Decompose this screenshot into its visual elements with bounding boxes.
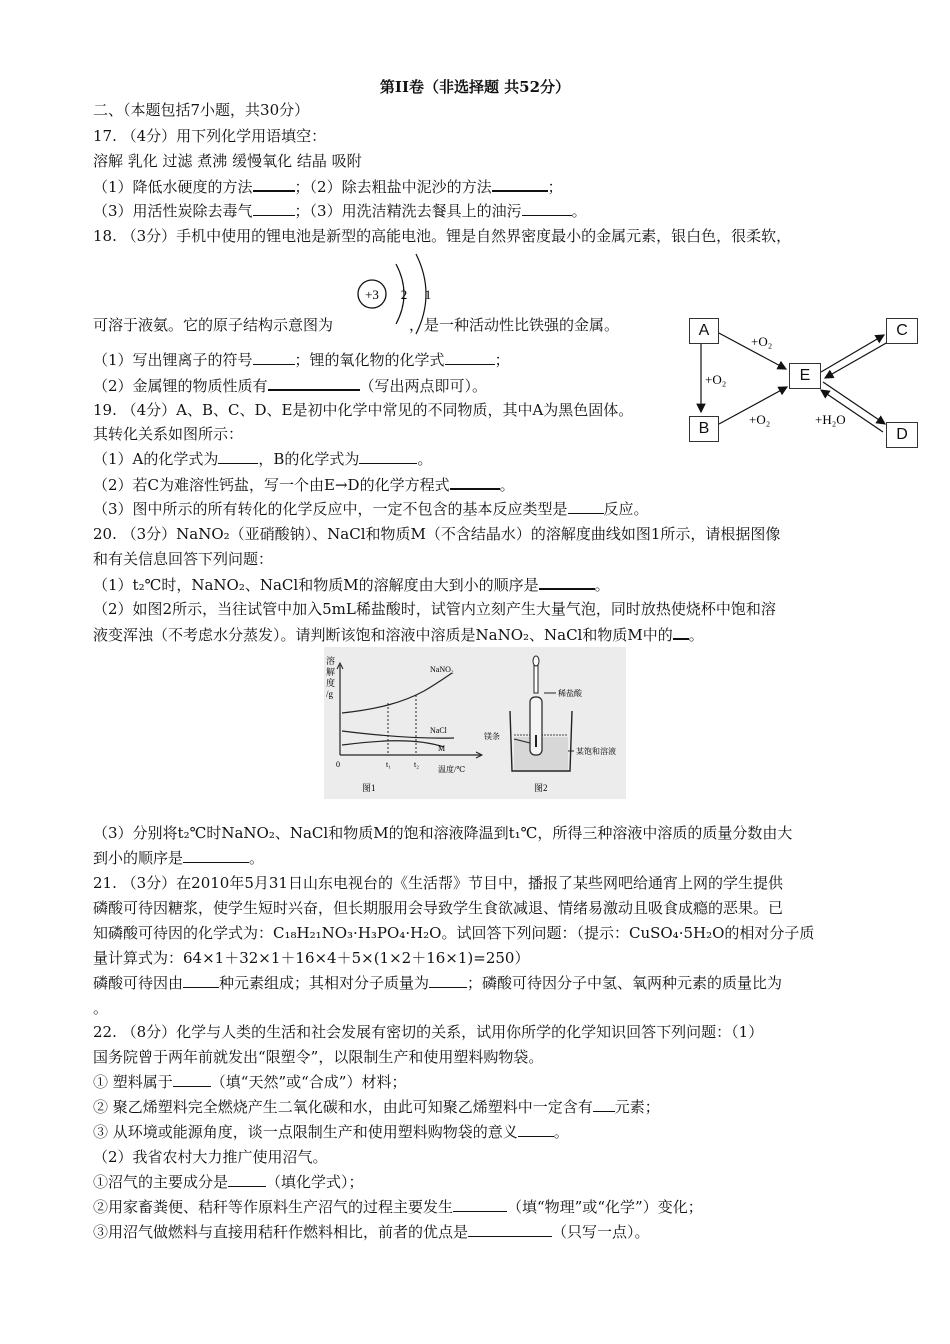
page-title: 第II卷（非选择题 共52分） — [379, 78, 571, 96]
t2-label: t₂ — [414, 760, 420, 769]
q22-b1b: （填化学式）； — [266, 1173, 364, 1191]
t1-label: t₁ — [386, 760, 392, 769]
q17-options: 溶解 乳化 过滤 煮沸 缓慢氧化 结晶 吸附 — [93, 152, 362, 170]
q19-s3a: （3）图中所示的所有转化的化学反应中，一定不包含的基本反应类型是 — [93, 500, 568, 518]
q21-l5c: ；磷酸可待因分子中氢、氧两种元素的质量比为 — [467, 974, 783, 992]
q22-b3 — [93, 1222, 650, 1242]
q19-s3b: 反应。 — [603, 500, 649, 518]
q20-sub3-l2 — [93, 848, 264, 868]
q20-s3l2b: 。 — [249, 849, 265, 867]
q22-a2a: ② 聚乙烯塑料完全燃烧产生二氧化碳和水，由此可知聚乙烯塑料中一定含有 — [93, 1098, 593, 1116]
q22-a1 — [93, 1072, 406, 1092]
q21-l3: 知磷酸可待因的化学式为：C₁₈H₂₁NO₃·H₃PO₄·H₂O。试回答下列问题：（提示：CuSO₄·5H₂O的相对分子质 — [93, 924, 815, 942]
q18-sub1 — [93, 350, 510, 370]
ylabel-4: /g — [326, 689, 334, 699]
q22-b2a: ②用家畜粪便、秸秆等作原料生产沼气的过程主要发生 — [93, 1198, 454, 1216]
label-d-e: +H₂O — [815, 412, 846, 427]
blank[interactable] — [218, 449, 258, 464]
blank[interactable] — [492, 176, 548, 192]
blank[interactable] — [445, 350, 495, 365]
q18-sub2 — [93, 375, 487, 396]
blank[interactable] — [568, 499, 604, 514]
q19-stem1: 19. （4分）A、B、C、D、E是初中化学中常见的不同物质，其中A为黑色固体。 — [93, 401, 634, 419]
q17-l1b: ；（2）除去粗盐中泥沙的方法 — [294, 178, 492, 196]
q17-stem: 17. （4分）用下列化学用语填空： — [93, 127, 327, 145]
q21-l4: 量计算式为：64×1＋32×1＋16×4＋5×(1×2＋16×1)=250） — [93, 949, 530, 967]
q20-s2l2b: 。 — [688, 626, 704, 644]
q22-a3 — [93, 1122, 569, 1142]
q19-stem2: 其转化关系如图所示： — [93, 425, 244, 443]
node-c: C — [886, 318, 918, 344]
q22-l2: 国务院曾于两年前就发出“限塑令”，以限制生产和使用塑料购物袋。 — [93, 1048, 544, 1066]
q18-s1b: ；锂的氧化物的化学式 — [294, 351, 445, 369]
q20-s1a: （1）t₂℃时，NaNO₂、NaCl和物质M的溶解度由大到小的顺序是 — [93, 576, 539, 594]
nacl-label: NaCl — [430, 726, 447, 735]
q20-sub3-l1: （3）分别将t₂℃时NaNO₂、NaCl和物质M的饱和溶液降温到t₁℃，所得三种溶液中溶质的质量分数由大 — [93, 824, 793, 842]
blank[interactable] — [518, 1122, 554, 1137]
q20-sub2-l2 — [93, 624, 704, 645]
q22-b2 — [93, 1197, 703, 1217]
blank[interactable] — [183, 973, 219, 988]
q22-p2: （2）我省农村大力推广使用沼气。 — [93, 1148, 328, 1166]
q17-line2 — [93, 201, 587, 221]
blank[interactable] — [429, 973, 467, 988]
node-e: E — [789, 363, 821, 389]
q20-stem1: 20. （3分）NaNO₂（亚硝酸钠）、NaCl和物质M（不含结晶水）的溶解度曲线如图1所示，请根据图像 — [93, 525, 781, 543]
q17-l2a: （3）用活性炭除去毒气 — [93, 202, 253, 220]
q19-sub3 — [93, 499, 649, 519]
ylabel-2: 解 — [326, 667, 336, 677]
q19-s1b: ，B的化学式为 — [258, 450, 360, 468]
q18-s2b: （写出两点即可）。 — [359, 377, 488, 395]
q22-a2 — [93, 1097, 660, 1117]
fig1-caption: 图1 — [362, 783, 376, 793]
blank[interactable] — [228, 1172, 266, 1187]
q21-l5a: 磷酸可待因由 — [93, 974, 184, 992]
q22-b1 — [93, 1172, 364, 1192]
blank[interactable] — [453, 1197, 507, 1212]
dropper-bulb — [533, 656, 539, 666]
blank[interactable] — [173, 1072, 211, 1087]
sat-label: 某饱和溶液 — [576, 747, 616, 756]
ylabel-3: 度 — [326, 678, 336, 688]
blank[interactable] — [253, 176, 295, 192]
xlabel: 温度/℃ — [438, 765, 466, 774]
figure-background — [324, 647, 626, 799]
blank[interactable] — [253, 350, 295, 365]
fig2-caption: 图2 — [534, 783, 548, 793]
q22-a3b: 。 — [553, 1123, 569, 1141]
m-label: M — [438, 744, 446, 753]
shell1-count: 2 — [400, 287, 408, 302]
q18-s2a: （2）金属锂的物质性质有 — [93, 377, 268, 395]
q17-l2b: ；（3）用洗洁精洗去餐具上的油污 — [294, 202, 522, 220]
q18-l2a: 可溶于液氨。它的原子结构示意图为 — [93, 316, 334, 334]
q22-a3a: ③ 从环境或能源角度，谈一点限制生产和使用塑料购物袋的意义 — [93, 1123, 518, 1141]
q20-sub2-l1: （2）如图2所示，当往试管中加入5mL稀盐酸时，试管内立刻产生大量气泡，同时放热使烧杯中饱和溶 — [93, 600, 776, 618]
q19-sub1 — [93, 449, 432, 469]
nucleus-charge: +3 — [365, 287, 379, 302]
q22-b1a: ①沼气的主要成分是 — [93, 1173, 229, 1191]
q20-sub1 — [93, 574, 610, 595]
node-d: D — [886, 422, 918, 448]
nano2-label: NaNO₂ — [430, 665, 454, 674]
label-b-e: +O₂ — [749, 412, 771, 427]
acid-label: 稀盐酸 — [558, 689, 582, 698]
arrow-e-c — [821, 335, 884, 372]
q17-l1c: ； — [547, 178, 563, 196]
q21-l5 — [93, 973, 782, 993]
solubility-figure — [324, 647, 626, 799]
q22-b3a: ③用沼气做燃料与直接用秸秆作燃料相比，前者的优点是 — [93, 1223, 469, 1241]
q21-l6: 。 — [93, 999, 109, 1017]
label-a-e: +O₂ — [751, 334, 773, 349]
q17-line1 — [93, 176, 563, 197]
blank[interactable] — [593, 1097, 615, 1112]
node-b: B — [689, 416, 719, 442]
q20-stem2: 和有关信息回答下列问题： — [93, 550, 274, 568]
q20-s2l2: 液变浑浊（不考虑水分蒸发）。请判断该饱和溶液中溶质是NaNO₂、NaCl和物质M中的 — [93, 626, 673, 644]
q22-b3b: （只写一点）。 — [552, 1223, 650, 1241]
q19-s2b: 。 — [499, 476, 515, 494]
blank[interactable] — [268, 375, 360, 391]
q21-l5b: 种元素组成；其相对分子质量为 — [219, 974, 430, 992]
blank[interactable] — [522, 201, 572, 216]
q22-a2b: 元素； — [614, 1098, 660, 1116]
q17-l1a: （1）降低水硬度的方法 — [93, 178, 253, 196]
q19-s2a: （2）若C为难溶性钙盐，写一个由E→D的化学方程式 — [93, 476, 450, 494]
q20-s3l2a: 到小的顺序是 — [93, 849, 184, 867]
blank[interactable] — [359, 449, 417, 464]
ylabel-1: 溶 — [326, 656, 336, 666]
q22-a1a: ① 塑料属于 — [93, 1073, 173, 1091]
blank[interactable] — [183, 848, 249, 863]
q21-l1: 21. （3分）在2010年5月31日山东电视台的《生活帮》节目中，播报了某些网吧给通宵上网的学生提供 — [93, 874, 783, 892]
blank[interactable] — [468, 1222, 552, 1237]
q21-l2: 磷酸可待因糖浆，使学生短时兴奋，但长期服用会导致学生食欲减退、情绪易激动且吸食成瘾的恶果。已 — [93, 899, 784, 917]
section-header: 二、（本题包括7小题，共30分） — [93, 101, 310, 119]
mg-label: 镁条 — [484, 732, 500, 741]
label-a-b: +O₂ — [705, 372, 727, 387]
q22-l1: 22. （8分）化学与人类的生活和社会发展有密切的关系，试用你所学的化学知识回答下列问题：（1） — [93, 1023, 764, 1041]
q22-a1b: （填“天然”或“合成”）材料； — [210, 1073, 407, 1091]
blank[interactable] — [253, 201, 295, 216]
q19-s1c: 。 — [417, 450, 433, 468]
blank[interactable] — [539, 574, 595, 590]
q19-sub2 — [93, 474, 515, 495]
origin-label: 0 — [336, 760, 340, 769]
q19-s1a: （1）A的化学式为 — [93, 450, 219, 468]
q20-s1b: 。 — [594, 576, 610, 594]
q18-s1c: ； — [494, 351, 510, 369]
q18-s1a: （1）写出锂离子的符号 — [93, 351, 253, 369]
node-a: A — [689, 318, 719, 344]
arrow-c-e — [825, 342, 888, 378]
blank[interactable] — [673, 624, 689, 640]
q18-line2 — [93, 315, 619, 335]
q22-b2b: （填“物理”或“化学”）变化； — [507, 1198, 703, 1216]
blank[interactable] — [450, 474, 500, 490]
q18-stem: 18. （3分）手机中使用的锂电池是新型的高能电池。锂是自然界密度最小的金属元素，银白色，很柔软， — [93, 227, 792, 245]
q17-l2c: 。 — [571, 202, 587, 220]
q18-l2b: ，是一种活动性比铁强的金属。 — [409, 316, 620, 334]
shell2-count: 1 — [424, 287, 432, 302]
